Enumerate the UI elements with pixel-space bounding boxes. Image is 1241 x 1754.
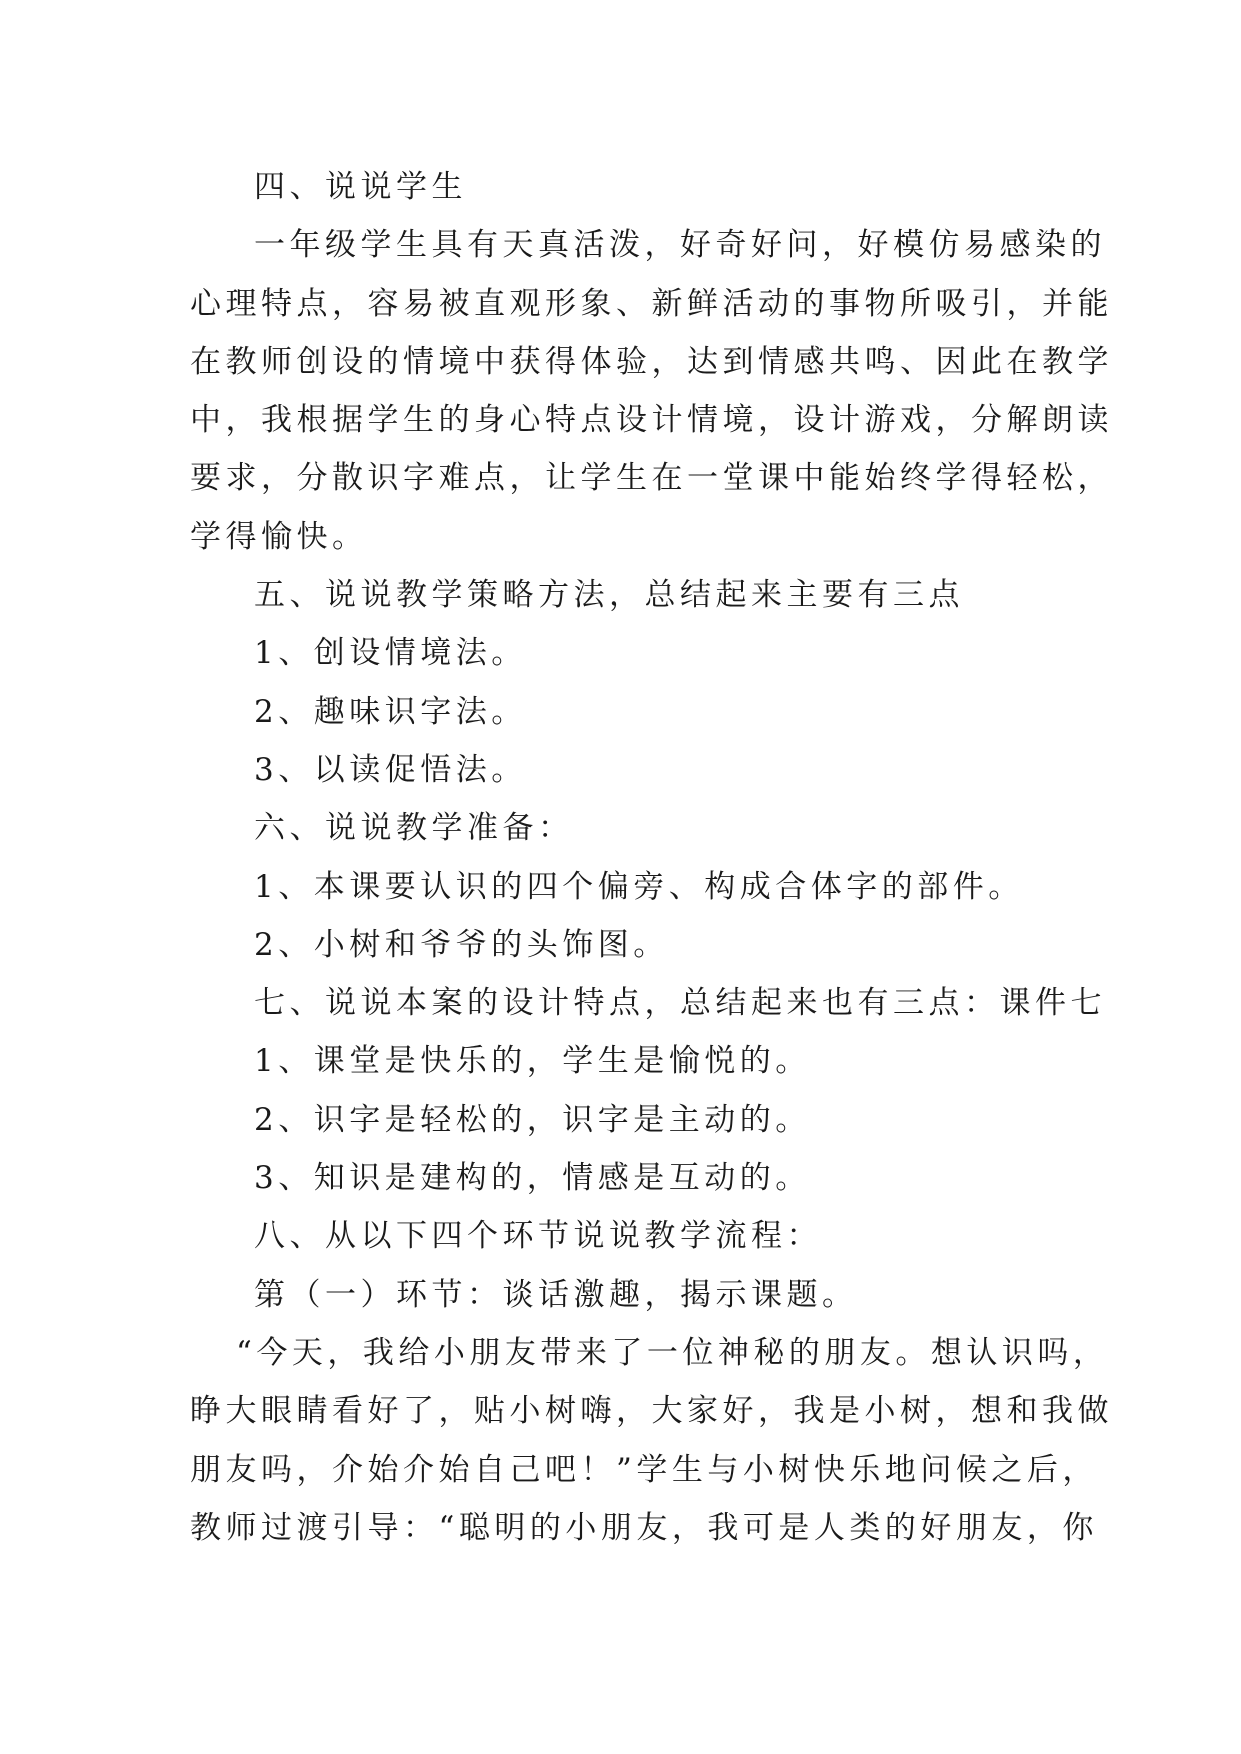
section-heading-students: 四、说说学生 [254, 169, 467, 205]
list-item: 3、以读促悟法。 [254, 751, 527, 788]
paragraph-line: 一年级学生具有天真活泼，好奇好问，好模仿易感染的 [254, 227, 1106, 264]
paragraph-line: 在教师创设的情境中获得体验，达到情感共鸣、因此在教学 [190, 343, 1113, 380]
paragraph-line: 心理特点，容易被直观形象、新鲜活动的事物所吸引，并能 [190, 285, 1113, 322]
list-item: 2、小树和爷爷的头饰图。 [254, 926, 669, 963]
subsection-heading: 第（一）环节：谈话激趣，揭示课题。 [254, 1276, 858, 1313]
paragraph-line: 要求，分散识字难点，让学生在一堂课中能始终学得轻松， [190, 460, 1113, 497]
list-item: 2、识字是轻松的，识字是主动的。 [254, 1101, 811, 1138]
paragraph-line: 学得愉快。 [190, 518, 368, 555]
paragraph-line: 朋友吗，介始介始自己吧！”学生与小树快乐地问候之后， [190, 1451, 1098, 1488]
paragraph-line: 睁大眼睛看好了，贴小树嗨，大家好，我是小树，想和我做 [190, 1393, 1113, 1430]
list-item: 1、创设情境法。 [254, 635, 527, 672]
list-item: 1、课堂是快乐的，学生是愉悦的。 [254, 1043, 811, 1080]
document-body [190, 158, 1113, 1557]
list-item: 1、本课要认识的四个偏旁、构成合体字的部件。 [254, 868, 1024, 905]
list-item: 3、知识是建构的，情感是互动的。 [254, 1160, 811, 1197]
section-heading-strategies: 五、说说教学策略方法，总结起来主要有三点 [254, 577, 964, 614]
section-heading-design-features: 七、说说本案的设计特点，总结起来也有三点：课件七 [254, 985, 1106, 1022]
section-heading-teaching-process: 八、从以下四个环节说说教学流程： [254, 1218, 822, 1255]
list-item: 2、趣味识字法。 [254, 693, 527, 730]
paragraph-line: 教师过渡引导：“聪明的小朋友，我可是人类的好朋友，你 [190, 1509, 1098, 1546]
paragraph-line: 中，我根据学生的身心特点设计情境，设计游戏，分解朗读 [190, 402, 1113, 439]
paragraph-line: “今天，我给小朋友带来了一位神秘的朋友。想认识吗， [236, 1334, 1109, 1371]
section-heading-preparation: 六、说说教学准备： [254, 810, 574, 847]
